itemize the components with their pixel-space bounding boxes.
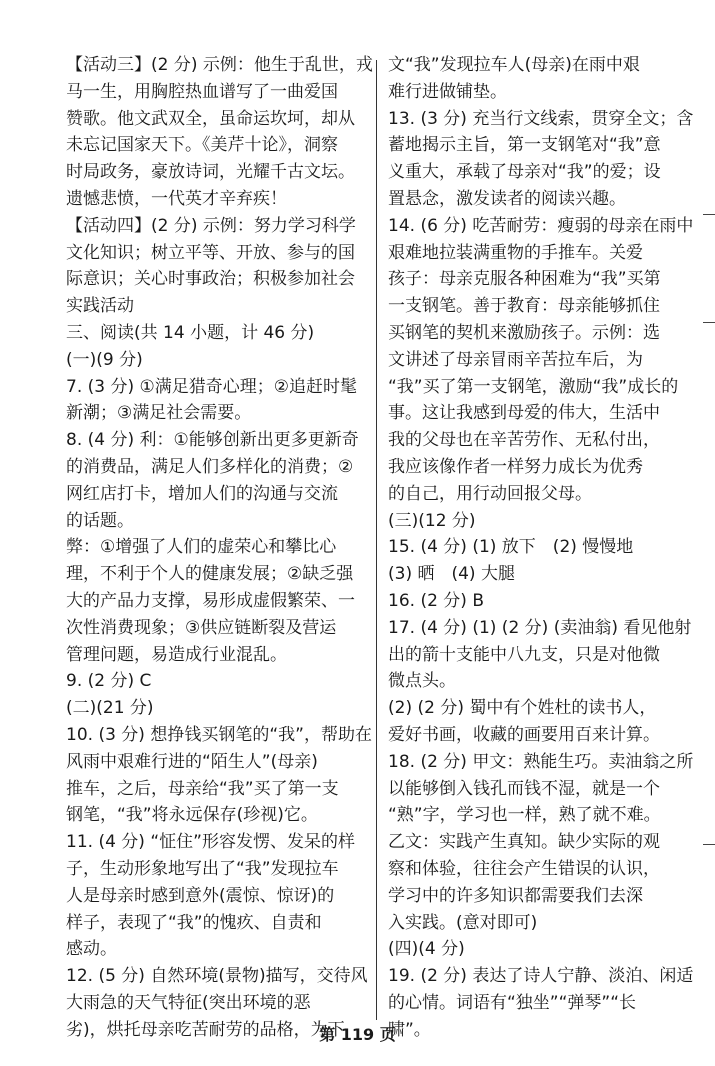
text-line: (3) 晒 (4) 大腿 [388, 564, 515, 585]
text-line: (2) (2 分) 蜀中有个姓杜的读书人， [388, 698, 657, 719]
text-line: 三、阅读(共 14 小题，计 46 分) [66, 322, 315, 343]
text-line: (一)(9 分) [66, 349, 143, 370]
text-line: 买钢笔的契机来激励孩子。示例：选 [388, 322, 660, 343]
text-line: 我的父母也在辛苦劳作、无私付出， [388, 430, 660, 451]
left-column [66, 52, 371, 1043]
text-line: “我”买了第一支钢笔，激励“我”成长的 [388, 376, 679, 397]
text-line: 置悬念，激发读者的阅读兴趣。 [388, 188, 626, 209]
text-line: 10. (3 分) 想挣钱买钢笔的“我”，帮助在 [66, 724, 372, 745]
text-line: 义重大，承载了母亲对“我”的爱；设 [388, 162, 661, 183]
text-line: 风雨中艰难行进的“陌生人”(母亲) [66, 751, 318, 772]
text-line: 12. (5 分) 自然环境(景物)描写，交待风 [66, 966, 368, 987]
text-line: 16. (2 分) B [388, 590, 484, 611]
text-line: 遗憾悲愤，一代英才辛弃疾！ [66, 188, 287, 209]
text-line: 孩子：母亲克服各种困难为“我”买第 [388, 269, 661, 290]
right-column [388, 52, 694, 1043]
text-line: 17. (4 分) (1) (2 分) (卖油翁) 看见他射 [388, 617, 692, 638]
text-line: 大雨急的天气特征(突出环境的恶 [66, 992, 311, 1013]
text-line: 推车，之后，母亲给“我”买了第一支 [66, 778, 339, 799]
text-line: 13. (3 分) 充当行文线索，贯穿全文；含 [388, 108, 694, 129]
text-line: 人是母亲时感到意外(震惊、惊讶)的 [66, 885, 335, 906]
text-line: 【活动四】(2 分) 示例：努力学习科学 [66, 215, 356, 236]
text-line: 8. (4 分) 利：①能够创新出更多更新奇 [66, 430, 359, 451]
column-divider [376, 60, 377, 1020]
text-line: 难行进做铺垫。 [388, 81, 507, 102]
text-line: 钢笔，“我”将永远保存(珍视)它。 [66, 805, 318, 826]
text-line: 时局政务，豪放诗词，光耀千古文坛。 [66, 162, 355, 183]
text-line: 14. (6 分) 吃苦耐劳：瘦弱的母亲在雨中 [388, 215, 694, 236]
text-line: 赞歌。他文武双全，虽命运坎坷，却从 [66, 108, 355, 129]
text-line: 马一生，用胸腔热血谱写了一曲爱国 [66, 81, 338, 102]
text-line: 劣)，烘托母亲吃苦耐劳的品格，为下 [66, 1019, 345, 1040]
page-number: 第 119 页 [319, 1025, 396, 1044]
text-line: 文“我”发现拉车人(母亲)在雨中艰 [388, 55, 640, 75]
text-line: 15. (4 分) (1) 放下 (2) 慢慢地 [388, 537, 634, 558]
text-line: 际意识；关心时事政治；积极参加社会 [66, 269, 355, 290]
edge-mark [703, 844, 715, 845]
text-line: (三)(12 分) [388, 510, 476, 531]
text-line: 未忘记国家天下。《美芹十论》，洞察 [66, 135, 338, 156]
text-line: 以能够倒入钱孔而钱不湿，就是一个 [388, 778, 660, 799]
text-line: 样子，表现了“我”的愧疚、自责和 [66, 912, 322, 933]
text-line: 理，不利于个人的健康发展；②缺乏强 [66, 564, 354, 585]
text-line: 大的产品力支撑，易形成虚假繁荣、一 [66, 590, 355, 611]
text-line: 入实践。(意对即可) [388, 912, 538, 933]
text-line: 爱好书画，收藏的画要用百来计算。 [388, 724, 660, 745]
text-line: 网红店打卡，增加人们的沟通与交流 [66, 483, 338, 504]
edge-mark [703, 322, 715, 323]
text-line: 乙文：实践产生真知。缺少实际的观 [388, 832, 660, 853]
text-line: 微点头。 [388, 671, 456, 692]
text-line: 的自己，用行动回报父母。 [388, 483, 592, 504]
text-line: 18. (2 分) 甲文：熟能生巧。卖油翁之所 [388, 751, 694, 772]
text-line: 艰难地拉装满重物的手推车。关爱 [388, 242, 643, 263]
text-line: 文讲述了母亲冒雨辛苦拉车后，为 [388, 349, 643, 370]
text-line: 新潮；③满足社会需要。 [66, 403, 252, 424]
text-line: 实践活动 [66, 296, 134, 317]
text-line: 文化知识；树立平等、开放、参与的国 [66, 242, 355, 263]
text-line: 11. (4 分) “怔住”形容发愣、发呆的样 [66, 832, 355, 853]
text-line: “熟”字，学习也一样，熟了就不难。 [388, 805, 661, 826]
text-line: 一支钢笔。善于教育：母亲能够抓住 [388, 296, 660, 317]
text-line: 的心情。词语有“独坐”“弹琴”“长 [388, 992, 637, 1013]
text-line: 9. (2 分) C [66, 671, 152, 692]
text-line: 感动。 [66, 939, 117, 960]
text-line: 弊：①增强了人们的虚荣心和攀比心 [66, 537, 337, 558]
text-line: 出的箭十支能中八九支，只是对他微 [388, 644, 660, 665]
text-line: 蓄地揭示主旨，第一支钢笔对“我”意 [388, 135, 661, 156]
text-line: (四)(4 分) [388, 939, 465, 960]
text-line: 的话题。 [66, 510, 134, 531]
text-line: 管理问题，易造成行业混乱。 [66, 644, 287, 665]
text-line: 【活动三】(2 分) 示例：他生于乱世，戎 [66, 55, 373, 75]
text-line: 19. (2 分) 表达了诗人宁静、淡泊、闲适 [388, 966, 694, 987]
text-line: 察和体验，往往会产生错误的认识， [388, 858, 660, 879]
text-line: 7. (3 分) ①满足猎奇心理；②追赶时髦 [66, 376, 357, 397]
text-line: 次性消费现象；③供应链断裂及营运 [66, 617, 337, 638]
text-line: 啸”。 [388, 1019, 431, 1040]
edge-mark [703, 214, 715, 215]
text-line: 子，生动形象地写出了“我”发现拉车 [66, 858, 339, 879]
text-line: 我应该像作者一样努力成长为优秀 [388, 456, 643, 477]
text-line: (二)(21 分) [66, 698, 154, 719]
text-line: 事。这让我感到母爱的伟大，生活中 [388, 403, 660, 424]
text-line: 学习中的许多知识都需要我们去深 [388, 885, 643, 906]
text-line: 的消费品，满足人们多样化的消费；② [66, 456, 354, 477]
